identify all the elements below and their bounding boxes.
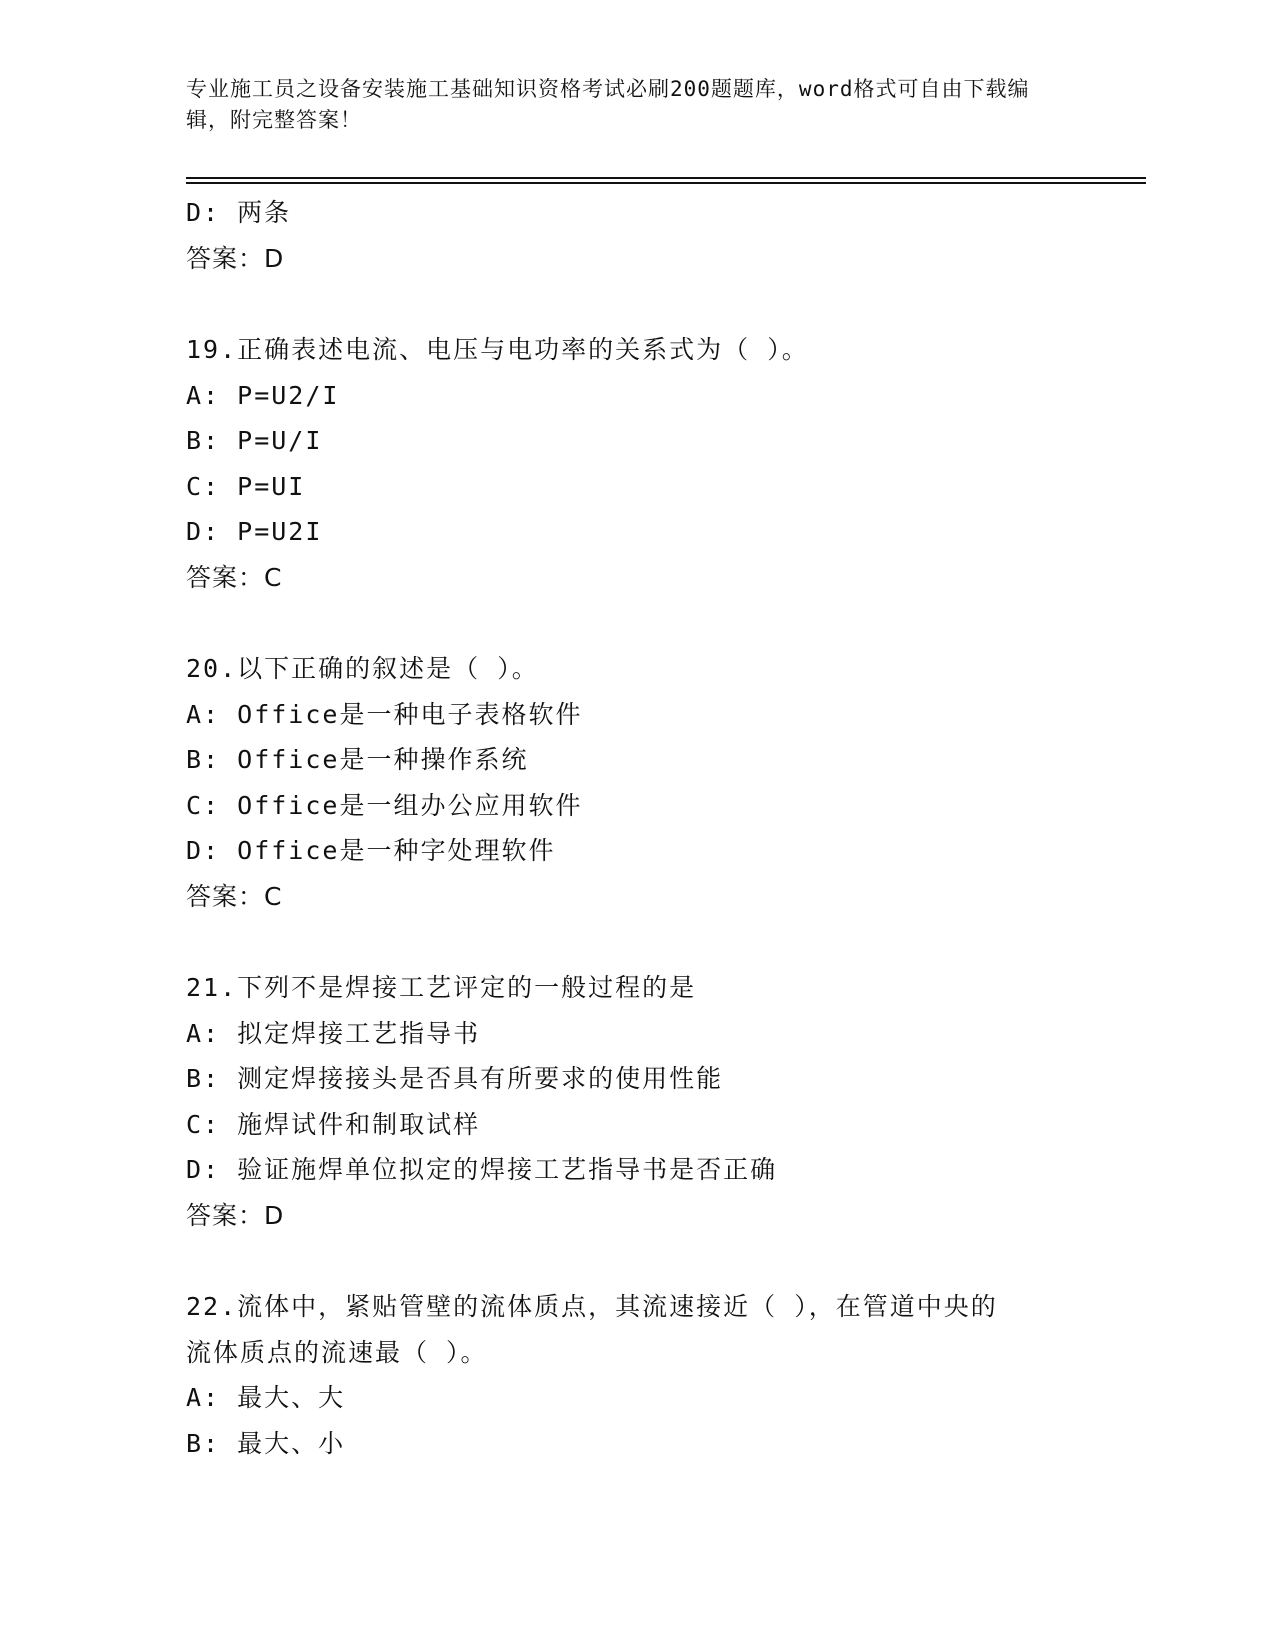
option-a: A: Office是一种电子表格软件 [186, 699, 583, 729]
answer: 答案：D [186, 243, 285, 273]
option-b: B: Office是一种操作系统 [186, 745, 529, 774]
option-a: A: P=U2/I [186, 380, 340, 410]
option-b: B: 最大、小 [186, 1428, 346, 1458]
option-a: A: 拟定焊接工艺指导书 [186, 1018, 481, 1048]
option-c: C: P=UI [186, 471, 306, 501]
header-divider-bottom [186, 182, 1146, 184]
option-c: C: 施焊试件和制取试样 [186, 1109, 481, 1139]
option-b: B: P=U/I [186, 426, 323, 455]
document-header: 专业施工员之设备安装施工基础知识资格考试必刷200题题库，word格式可自由下载编辑，附完整答案！ [186, 77, 1030, 132]
question-content [186, 190, 1086, 1466]
answer: 答案：D [186, 1200, 285, 1230]
option-c: C: Office是一组办公应用软件 [186, 790, 583, 820]
question-22-line-2: 流体质点的流速最（ ）。 [186, 1337, 488, 1367]
option-b: B: 测定焊接接头是否具有所要求的使用性能 [186, 1064, 724, 1093]
answer: 答案：C [186, 881, 283, 911]
question-20: 20.以下正确的叙述是（ ）。 [186, 654, 539, 683]
option-d: D: Office是一种字处理软件 [186, 836, 556, 865]
answer: 答案：C [186, 562, 283, 592]
question-21: 21.下列不是焊接工艺评定的一般过程的是 [186, 973, 697, 1002]
option-d: D: P=U2I [186, 517, 323, 546]
option-d: D: 验证施焊单位拟定的焊接工艺指导书是否正确 [186, 1155, 778, 1184]
question-19: 19.正确表述电流、电压与电功率的关系式为（ ）。 [186, 335, 809, 364]
option-d: D: 两条 [186, 198, 292, 227]
option-a: A: 最大、大 [186, 1383, 346, 1412]
header-divider-top [186, 177, 1146, 179]
question-22-line-1: 22.流体中，紧贴管壁的流体质点，其流速接近（ ），在管道中央的 [186, 1292, 998, 1321]
